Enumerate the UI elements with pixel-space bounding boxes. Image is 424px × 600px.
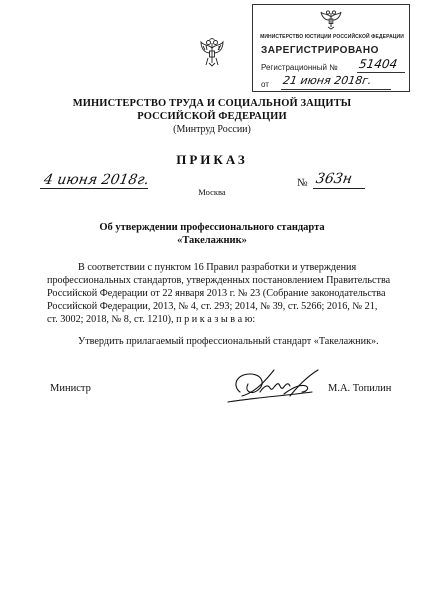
order-date: 4 июня 2018г. [42, 172, 151, 188]
city-name: Москва [198, 187, 226, 197]
stamp-date: 21 июня 2018г. [282, 74, 373, 87]
body-line: профессиональных стандартов, утвержденных постановлением Правительства [47, 275, 391, 286]
signatory-name: М.А. Топилин [328, 383, 392, 394]
ministry-short-name: (Минтруд России) [173, 124, 251, 135]
body-line: ст. 3002; 2018, № 8, ст. 1210), п р и к а з ы в а ю: [47, 314, 256, 325]
coat-of-arms-icon [199, 38, 225, 68]
number-sign: № [297, 177, 308, 189]
stamp-ministry-name: МИНИСТЕРСТВО ЮСТИЦИИ РОССИЙСКОЙ ФЕДЕРАЦИИ [260, 34, 404, 40]
body-line: Утвердить прилагаемый профессиональный стандарт «Такелажник». [78, 336, 379, 347]
handwritten-signature [222, 362, 332, 410]
registration-stamp [252, 4, 410, 92]
eagle-emblem-icon [319, 9, 343, 31]
body-line: В соответствии с пунктом 16 Правил разработки и утверждения [78, 262, 357, 273]
order-number: 363н [314, 171, 354, 187]
stamp-date-underline [281, 89, 391, 90]
ministry-name-line1: МИНИСТЕРСТВО ТРУДА И СОЦИАЛЬНОЙ ЗАЩИТЫ [72, 98, 352, 109]
stamp-reg-number: 51404 [358, 57, 399, 71]
ministry-name-line2: РОССИЙСКОЙ ФЕДЕРАЦИИ [137, 111, 287, 122]
signatory-title: Министр [50, 383, 91, 394]
subject-line1: Об утверждении профессионального стандарта [99, 222, 325, 233]
body-line: Российской Федерации от 22 января 2013 г. № 23 (Собрание законодательства [47, 288, 386, 299]
stamp-date-prefix: от [261, 80, 269, 89]
document-type-title: ПРИКАЗ [176, 152, 248, 167]
stamp-reg-number-label: Регистрационный № [261, 63, 338, 72]
stamp-registered-label: ЗАРЕГИСТРИРОВАНО [261, 45, 379, 56]
body-line: Российской Федерации, 2013, № 4, ст. 293; 2014, № 39, ст. 5266; 2016, № 21, [47, 301, 378, 312]
subject-line2: «Такелажник» [177, 235, 247, 246]
stamp-number-underline [357, 72, 405, 73]
